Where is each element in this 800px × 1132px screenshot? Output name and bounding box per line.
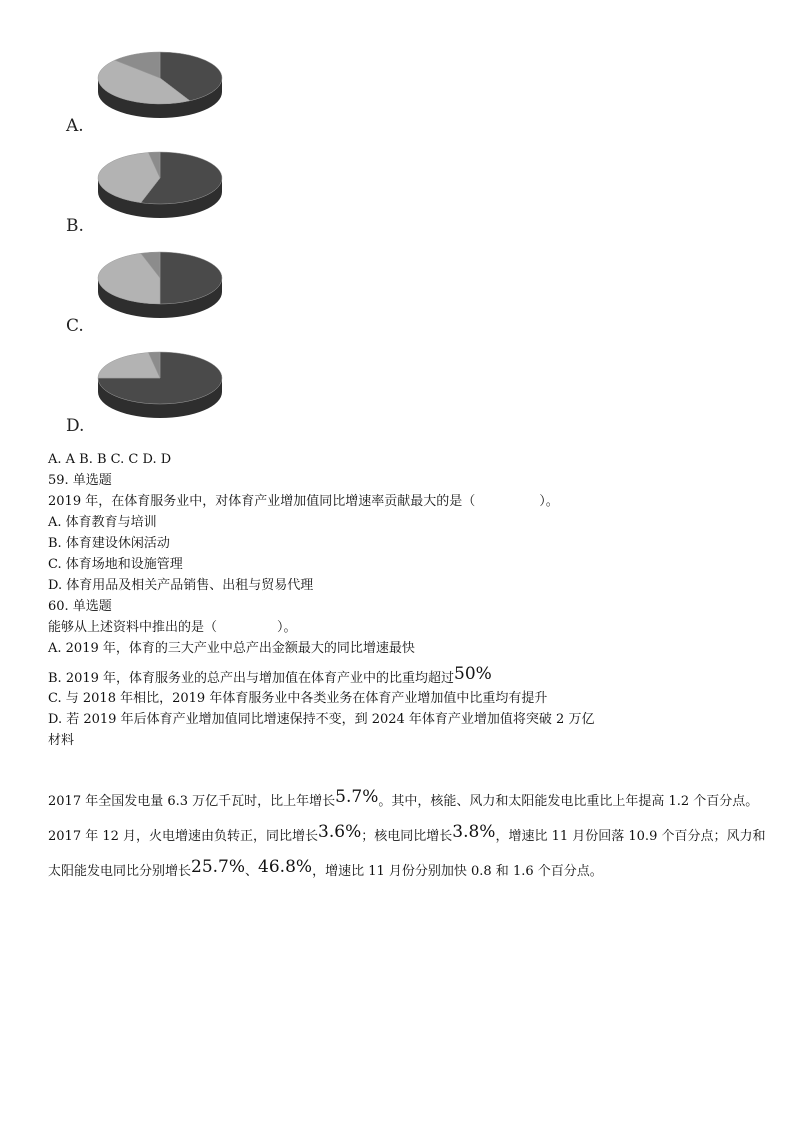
q59-option-b: B. 体育建设休闲活动 bbox=[48, 536, 170, 551]
pie-chart-d bbox=[92, 348, 232, 428]
material-text-4: ，增速比 11 月份回落 10.9 个百分点；风力和太阳能发电同比分别增长 bbox=[48, 829, 766, 879]
option-letter-a: A. bbox=[66, 116, 84, 136]
material-text-1: 2017 年全国发电量 6.3 万亿千瓦时，比上年增长 bbox=[48, 794, 336, 809]
material-percent-3: 3.8% bbox=[452, 822, 496, 842]
option-letter-b: B. bbox=[66, 216, 84, 236]
q59-stem bbox=[48, 493, 559, 511]
material-text-5: 、 bbox=[245, 864, 259, 879]
pie-chart-a bbox=[92, 48, 232, 128]
q59-number: 59. 单选题 bbox=[48, 473, 112, 488]
q60-option-b-text: B. 2019 年，体育服务业的总产出与增加值在体育产业中的比重均超过 bbox=[48, 671, 455, 686]
option-letter-d: D. bbox=[66, 416, 85, 436]
pie-chart-c bbox=[92, 248, 232, 328]
q60-option-b bbox=[48, 665, 492, 688]
option-d-pie-image bbox=[62, 348, 242, 440]
q60-stem-end: ）。 bbox=[277, 620, 297, 635]
material-percent-5: 46.8% bbox=[258, 857, 313, 877]
q60-number: 60. 单选题 bbox=[48, 599, 112, 614]
q58-answer-choices: A. A B. B C. C D. D bbox=[48, 452, 172, 467]
material-text-2: 。其中，核能、风力和太阳能发电比重比上年提高 1.2 个百分点。2017 年 12 月，火电增速由负转正，同比增长 bbox=[48, 794, 759, 844]
q59-option-a: A. 体育教育与培训 bbox=[48, 515, 157, 530]
q60-option-b-percent: 50% bbox=[454, 664, 492, 684]
material-percent-4: 25.7% bbox=[191, 857, 246, 877]
material-paragraph bbox=[48, 782, 768, 887]
q60-option-a: A. 2019 年，体育的三大产业中总产出金额最大的同比增速最快 bbox=[48, 641, 415, 656]
material-text-3: ；核电同比增长 bbox=[361, 829, 453, 844]
q59-option-c: C. 体育场地和设施管理 bbox=[48, 557, 183, 572]
q60-option-d: D. 若 2019 年后体育产业增加值同比增速保持不变，到 2024 年体育产业增加值将突破 2 万亿 bbox=[48, 712, 595, 727]
option-b-pie-image bbox=[62, 148, 242, 240]
q60-stem-text: 能够从上述资料中推出的是（ bbox=[48, 620, 218, 635]
material-label: 材料 bbox=[48, 733, 75, 748]
material-percent-2: 3.6% bbox=[318, 822, 362, 842]
q60-stem bbox=[48, 619, 297, 637]
q59-option-d: D. 体育用品及相关产品销售、出租与贸易代理 bbox=[48, 578, 314, 593]
material-text-6: ，增速比 11 月份分别加快 0.8 和 1.6 个百分点。 bbox=[312, 864, 603, 879]
option-c-pie-image bbox=[62, 248, 242, 340]
option-letter-c: C. bbox=[66, 316, 84, 336]
option-a-pie-image bbox=[62, 48, 242, 140]
material-percent-1: 5.7% bbox=[335, 787, 379, 807]
q59-stem-text: 2019 年，在体育服务业中，对体育产业增加值同比增速率贡献最大的是（ bbox=[48, 494, 476, 509]
q59-stem-end: ）。 bbox=[539, 494, 559, 509]
q60-option-c: C. 与 2018 年相比，2019 年体育服务业中各类业务在体育产业增加值中比重均有提升 bbox=[48, 691, 548, 706]
pie-chart-b bbox=[92, 148, 232, 228]
